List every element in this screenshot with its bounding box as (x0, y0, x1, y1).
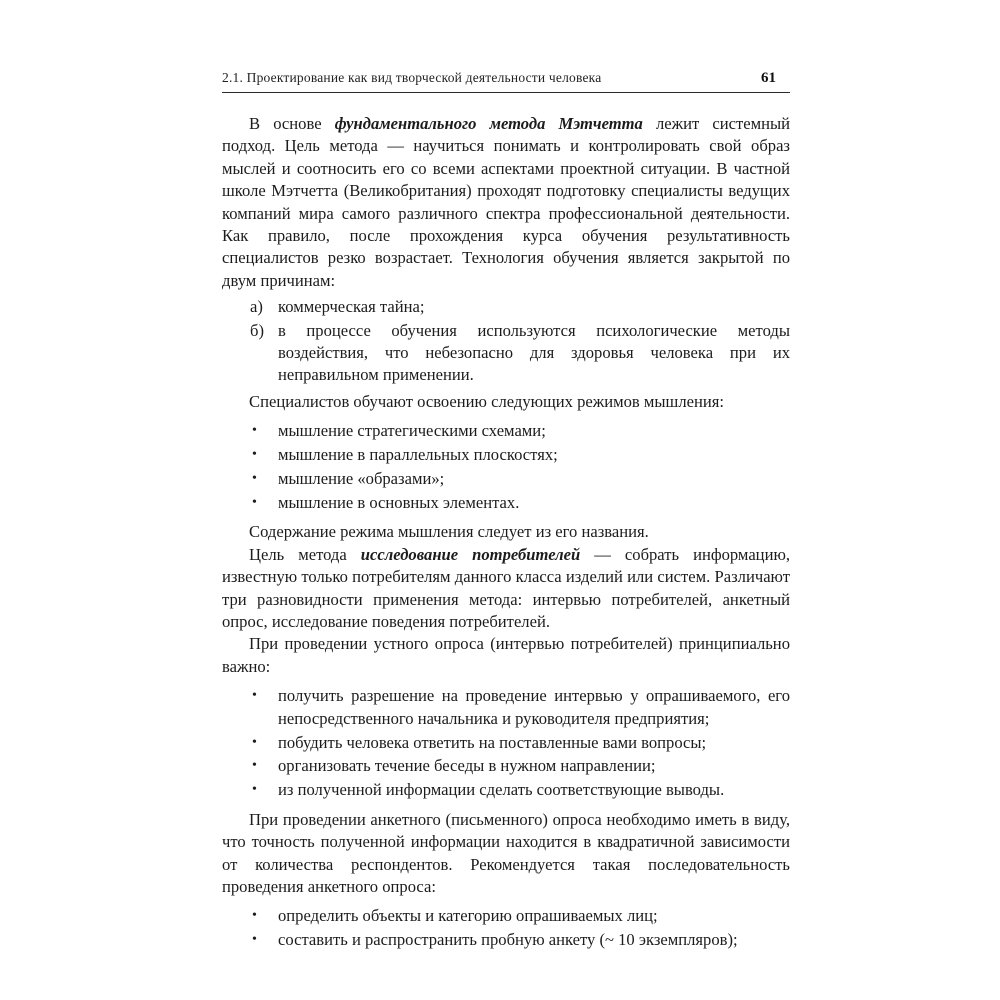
bullet-icon: • (252, 688, 257, 704)
list-item (222, 732, 790, 754)
paragraph-written-survey: При проведении анкетного (письменного) опроса необходимо иметь в виду, что точность полученной информации находится в квадратичной зависимости от количества респондентов. Рекомендуется такая последовательность проведения анкетного опроса: (222, 809, 790, 896)
list-marker: б) (250, 320, 264, 340)
paragraph-method-matchett (222, 113, 790, 292)
list-item (222, 492, 790, 514)
emphasis-term-matchett-method: фундаментального метода Мэтчетта (334, 114, 643, 133)
bullet-icon: • (252, 734, 257, 750)
book-page (222, 0, 790, 952)
list-item (222, 755, 790, 777)
list-item-text: организовать течение беседы в нужном направлении; (278, 756, 656, 776)
bullet-icon: • (252, 758, 257, 774)
bullet-list-thinking-modes (222, 420, 790, 514)
list-item (222, 320, 790, 387)
paragraph-text: В основе (249, 114, 335, 133)
paragraph-text: лежит системный подход. Цель метода — научиться понимать и контролировать свой образ мыслей и соотносить его со всеми аспектами проектной ситуации. В частной школе Мэтчетта (Великобритания) проходят подготовку специалисты ведущих компаний мира самого различного спектра профессиональной деятельности. Как правило, после прохождения курса обучения результативность специалистов резко возрастает. Технология обучения является закрытой по двум причинам: (222, 114, 790, 290)
page-number: 61 (761, 70, 776, 86)
list-item-text: из полученной информации сделать соответствующие выводы. (278, 780, 725, 800)
paragraph-oral-survey: При проведении устного опроса (интервью потребителей) принципиально важно: (222, 634, 790, 676)
emphasis-term-consumer-research: исследование потребителей (360, 544, 581, 564)
bullet-icon: • (252, 447, 257, 463)
lettered-list (222, 296, 790, 387)
list-item-text: мышление в основных элементах. (278, 493, 520, 512)
list-item-text: побудить человека ответить на поставленные вами вопросы; (278, 732, 707, 752)
paragraph-text: — собрать информацию, известную только потребителям данного класса изделий или систем. Различают три разновидности применения метода: интервью потребителей, анкетный опрос, исследование поведения потребителей. (222, 544, 790, 632)
list-item-text: в процессе обучения используются психологические методы воздействия, что небезопасно для здоровья человека при их неправильном применении. (278, 320, 790, 385)
list-item (222, 929, 790, 951)
bullet-icon: • (252, 471, 257, 487)
list-item (222, 685, 790, 730)
list-item (222, 296, 790, 318)
list-item (222, 420, 790, 442)
list-item-text: коммерческая тайна; (278, 297, 425, 317)
list-item-text: определить объекты и категорию опрашиваемых лиц; (278, 906, 658, 926)
list-item-text: мышление в параллельных плоскостях; (278, 445, 558, 465)
page-body (222, 113, 790, 952)
paragraph-mode-content: Содержание режима мышления следует из его названия. (249, 522, 649, 542)
bullet-icon: • (252, 782, 257, 798)
bullet-list-questionnaire-steps (222, 905, 790, 951)
section-title: 2.1. Проектирование как вид творческой деятельности человека (222, 70, 602, 85)
list-item (222, 444, 790, 466)
list-item-text: составить и распространить пробную анкету (~ 10 экземпляров); (278, 930, 738, 950)
bullet-icon: • (252, 495, 257, 510)
paragraph-text: Цель метода (249, 544, 361, 564)
paragraph-training-modes: Специалистов обучают освоению следующих режимов мышления: (249, 391, 724, 411)
bullet-icon: • (252, 908, 257, 924)
page-header (222, 70, 790, 93)
bullet-icon: • (252, 423, 257, 439)
list-item (222, 468, 790, 490)
paragraph-consumer-research (222, 544, 790, 634)
bullet-list-interview-rules (222, 685, 790, 802)
bullet-icon: • (252, 932, 257, 948)
list-item-text: мышление «образами»; (278, 469, 445, 489)
list-item-text: получить разрешение на проведение интервью у опрашиваемого, его непосредственного начальника и руководителя предприятия; (278, 686, 790, 728)
list-item-text: мышление стратегическими схемами; (278, 421, 546, 441)
list-marker: а) (250, 297, 263, 317)
list-item (222, 779, 790, 801)
list-item (222, 905, 790, 927)
